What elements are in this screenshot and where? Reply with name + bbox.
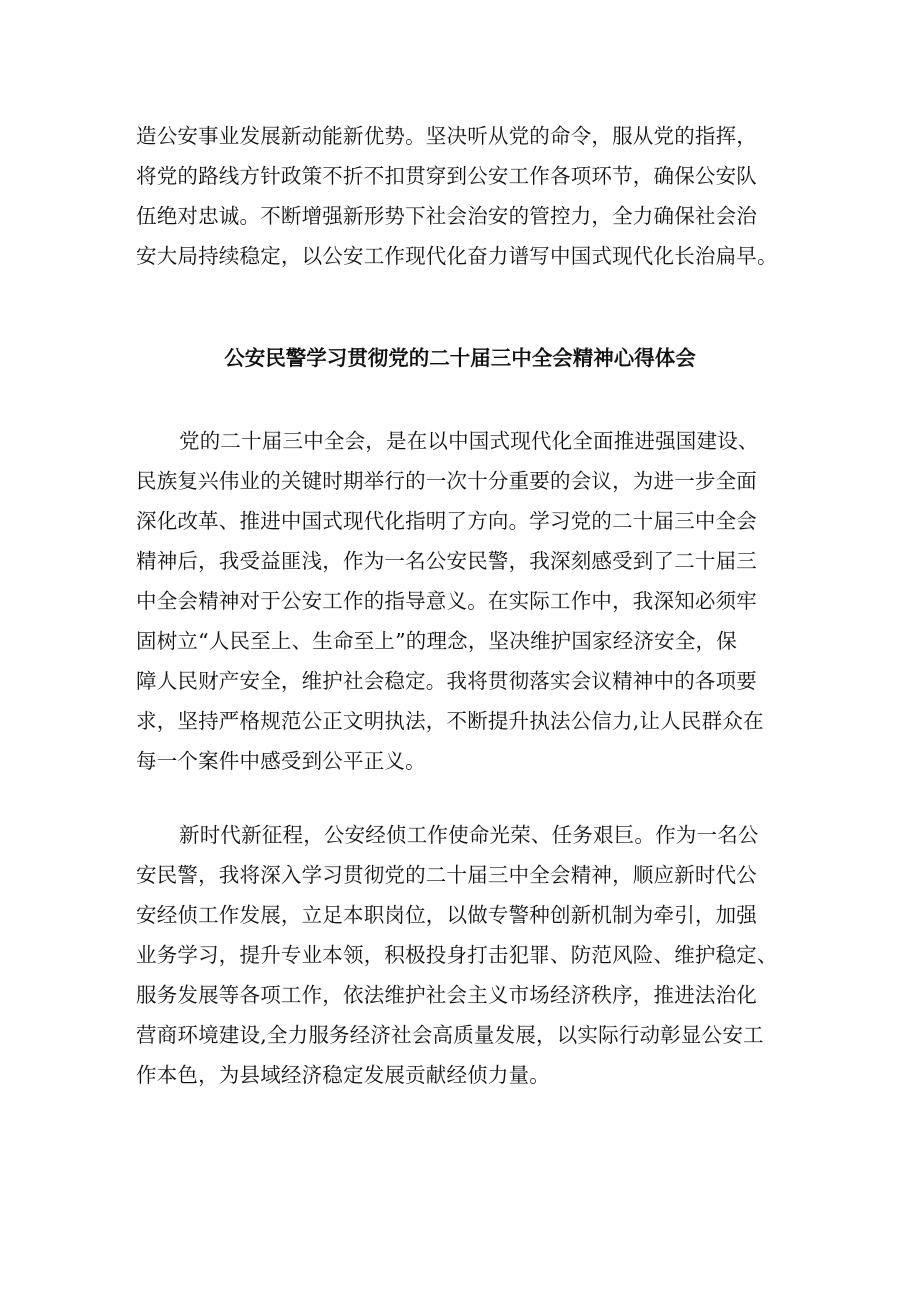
paragraph-line: 业务学习，提升专业本领，积极投身打击犯罪、防范风险、维护稳定、 xyxy=(136,943,778,967)
paragraph-line: 安民警，我将深入学习贯彻党的二十届三中全会精神，顺应新时代公 xyxy=(136,863,757,887)
paragraph-line: 固树立“人民至上、生命至上”的理念，坚决维护国家经济安全，保 xyxy=(136,629,737,653)
paragraph-line: 深化改革、推进中国式现代化指明了方向。学习党的二十届三中全会 xyxy=(136,509,757,533)
paragraph-line: 作本色，为县域经济稳定发展贡献经侦力量。 xyxy=(136,1063,550,1087)
continued-paragraph xyxy=(136,116,796,276)
paragraph-line: 每一个案件中感受到公平正义。 xyxy=(136,749,426,773)
article-title: 公安民警学习贯彻党的二十届三中全会精神心得体会 xyxy=(224,346,696,370)
paragraph-line: 安经侦工作发展，立足本职岗位，以做专警种创新机制为牵引，加强 xyxy=(136,903,757,927)
paragraph-1 xyxy=(136,421,796,781)
paragraph-line: 服务发展等各项工作，依法维护社会主义市场经济秩序，推进法治化 xyxy=(136,983,757,1007)
paragraph-line: 求，坚持严格规范公正文明执法，不断提升执法公信力,让人民群众在 xyxy=(136,709,764,733)
paragraph-line: 党的二十届三中全会，是在以中国式现代化全面推进强国建设、 xyxy=(179,429,759,453)
paragraph-line: 新时代新征程，公安经侦工作使命光荣、任务艰巨。作为一名公 xyxy=(179,823,759,847)
paragraph-line: 安大局持续稳定，以公安工作现代化奋力谱写中国式现代化长治扁早。 xyxy=(136,244,778,268)
paragraph-line: 精神后，我受益匪浅，作为一名公安民警，我深刻感受到了二十届三 xyxy=(136,549,757,573)
paragraph-line: 将党的路线方针政策不折不扣贯穿到公安工作各项环节，确保公安队 xyxy=(136,164,757,188)
paragraph-line: 民族复兴伟业的关键时期举行的一次十分重要的会议，为进一步全面 xyxy=(136,469,757,493)
paragraph-line: 中全会精神对于公安工作的指导意义。在实际工作中，我深知必须牢 xyxy=(136,589,757,613)
paragraph-line: 伍绝对忠诚。不断增强新形势下社会治安的管控力，全力确保社会治 xyxy=(136,204,757,228)
paragraph-line: 障人民财产安全，维护社会稳定。我将贯彻落实会议精神中的各项要 xyxy=(136,669,757,693)
paragraph-2 xyxy=(136,815,796,1095)
paragraph-line: 营商环境建设,全力服务经济社会高质量发展，以实际行动彰显公安工 xyxy=(136,1023,764,1047)
paragraph-line: 造公安事业发展新动能新优势。坚决听从党的命令，服从党的指挥， xyxy=(136,124,757,148)
